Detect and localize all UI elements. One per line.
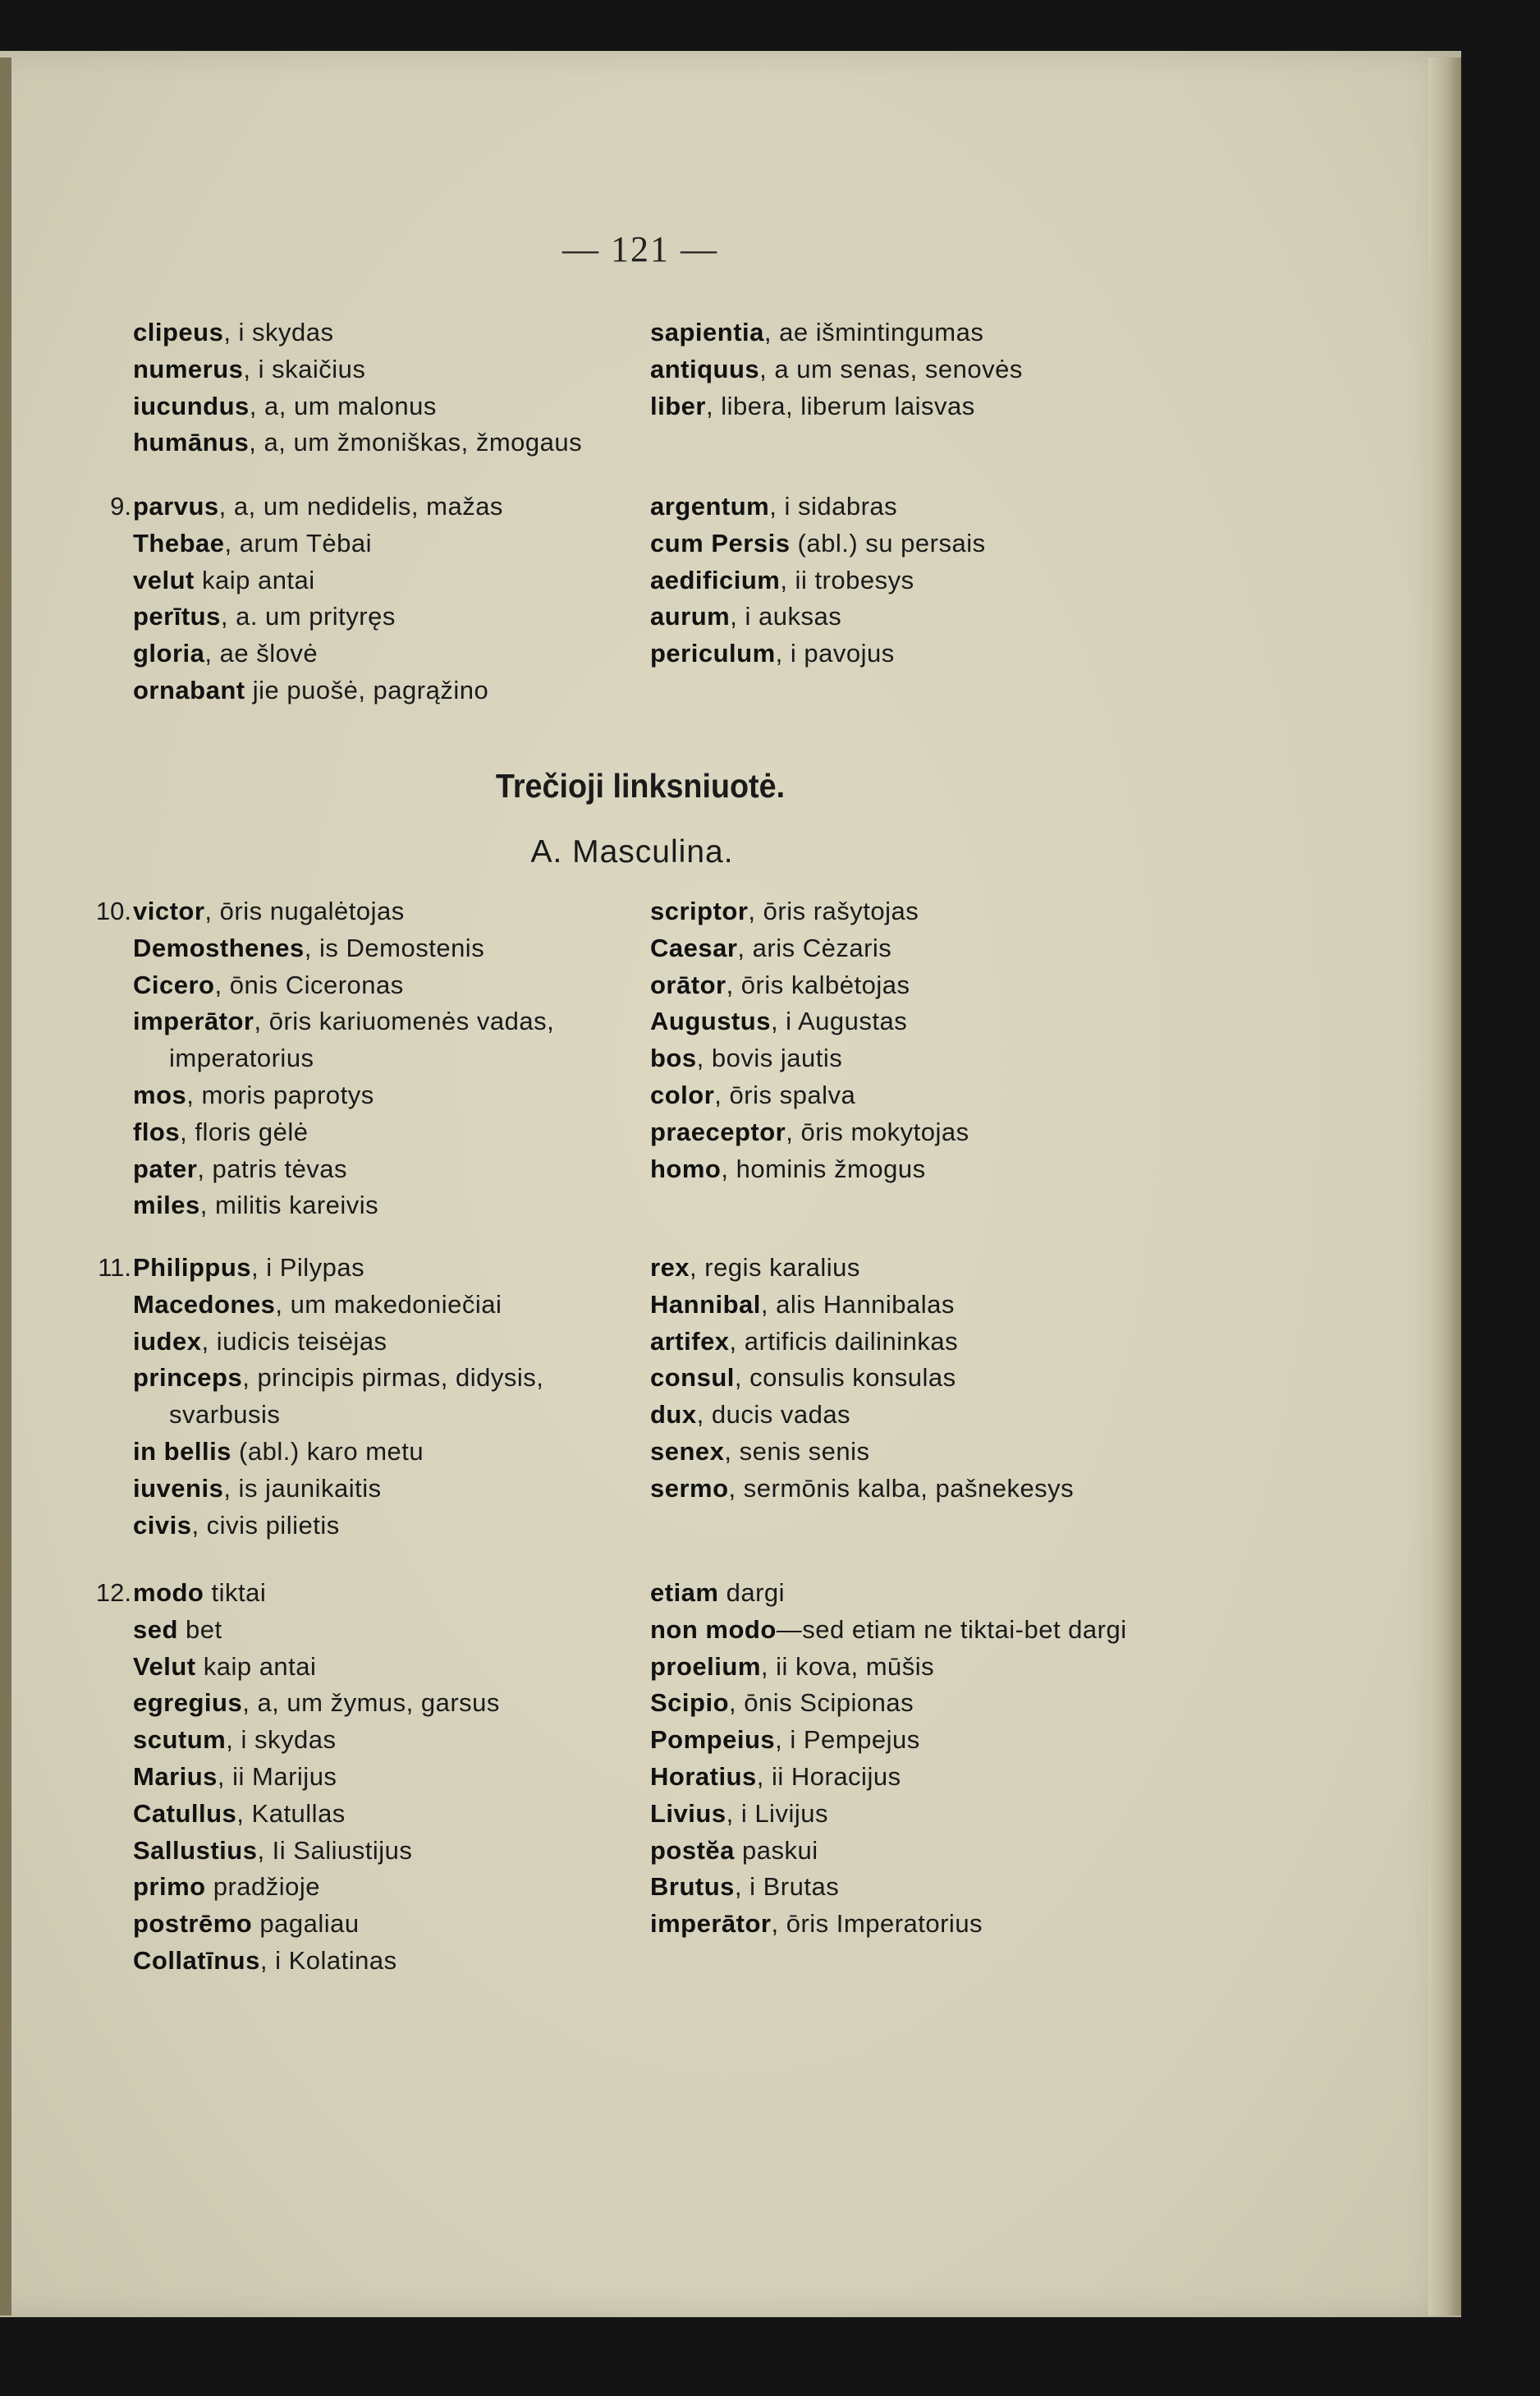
latin-term: numerus bbox=[133, 354, 244, 383]
translation: , hominis žmogus bbox=[721, 1154, 926, 1183]
latin-term: humānus bbox=[133, 428, 250, 457]
page-number: — 121 — bbox=[562, 229, 718, 269]
vocab-entry bbox=[650, 1040, 969, 1077]
vocab-entry bbox=[133, 1685, 500, 1722]
vocab-entry bbox=[133, 489, 503, 526]
vocab-entry bbox=[133, 562, 503, 599]
vocab-entry bbox=[650, 1759, 1127, 1796]
latin-term: Philippus bbox=[133, 1253, 251, 1282]
latin-term: liber bbox=[650, 391, 706, 420]
latin-term: victor bbox=[133, 897, 205, 925]
vocab-entry bbox=[133, 1114, 554, 1151]
translation: , i Livijus bbox=[726, 1798, 828, 1828]
translation: , ae šlovė bbox=[204, 639, 319, 668]
translation: , ōris rašytojas bbox=[748, 897, 919, 925]
latin-term: Brutus bbox=[650, 1872, 735, 1902]
vocab-entry bbox=[133, 1575, 500, 1612]
latin-term: postĕa bbox=[650, 1835, 735, 1865]
latin-term: proelium bbox=[650, 1651, 761, 1681]
translation: , consulis konsulas bbox=[734, 1363, 956, 1393]
translation: , a, um nedidelis, mažas bbox=[218, 492, 503, 521]
translation: , sermōnis kalba, pašnekesys bbox=[728, 1473, 1075, 1503]
vocab-column-left bbox=[133, 489, 503, 709]
translation: , principis pirmas, didysis, bbox=[242, 1363, 544, 1393]
translation: paskui bbox=[734, 1835, 818, 1865]
vocab-entry bbox=[133, 1471, 543, 1508]
vocab-column-right bbox=[650, 1250, 1074, 1508]
latin-term: artifex bbox=[650, 1326, 730, 1356]
translation: pagaliau bbox=[252, 1909, 360, 1939]
translation: , bovis jautis bbox=[696, 1044, 843, 1073]
latin-term: senex bbox=[650, 1436, 725, 1466]
vocab-column-left bbox=[133, 1250, 543, 1544]
latin-term: miles bbox=[133, 1191, 200, 1220]
translation: , civis pilietis bbox=[191, 1510, 340, 1540]
latin-term: argentum bbox=[650, 492, 770, 521]
vocab-entry bbox=[650, 1612, 1127, 1649]
translation: , artificis dailininkas bbox=[729, 1326, 959, 1356]
vocab-column-right bbox=[650, 489, 986, 672]
latin-term: sapientia bbox=[650, 318, 764, 347]
translation: , i Pilypas bbox=[251, 1253, 365, 1282]
vocab-entry bbox=[133, 351, 582, 388]
vocab-entry bbox=[650, 1869, 1127, 1906]
vocab-column-right bbox=[650, 1575, 1127, 1943]
translation: , ae išmintingumas bbox=[763, 318, 984, 347]
vocab-entry bbox=[133, 893, 554, 930]
latin-term: Livius bbox=[650, 1798, 726, 1828]
translation: , ducis vadas bbox=[696, 1400, 851, 1430]
translation: , ōnis Ciceronas bbox=[214, 970, 404, 999]
translation: kaip antai bbox=[194, 565, 315, 594]
latin-term: Thebae bbox=[133, 528, 225, 558]
latin-term: Macedones bbox=[133, 1289, 276, 1319]
latin-term: rex bbox=[650, 1253, 690, 1282]
vocab-entry bbox=[133, 636, 503, 672]
vocab-entry bbox=[650, 1471, 1074, 1508]
latin-term: egregius bbox=[133, 1688, 243, 1718]
latin-term: praeceptor bbox=[650, 1117, 786, 1146]
latin-term: non modo bbox=[650, 1614, 777, 1644]
vocab-entry bbox=[133, 1833, 500, 1870]
translation: , um makedoniečiai bbox=[275, 1289, 502, 1319]
latin-term: iuvenis bbox=[133, 1473, 224, 1503]
latin-term: Collatīnus bbox=[133, 1945, 260, 1975]
translation: , is Demostenis bbox=[304, 933, 485, 962]
vocab-entry bbox=[650, 930, 969, 967]
translation: , a um senas, senovės bbox=[759, 354, 1023, 383]
vocab-entry bbox=[133, 1906, 500, 1943]
latin-term: aedificium bbox=[650, 565, 781, 594]
latin-term: princeps bbox=[133, 1363, 243, 1393]
translation: dargi bbox=[718, 1578, 786, 1607]
latin-term: Scipio bbox=[650, 1688, 730, 1718]
latin-term: dux bbox=[650, 1400, 697, 1430]
latin-term: aurum bbox=[650, 602, 731, 631]
group-number: 12. bbox=[95, 1578, 131, 1607]
latin-term: flos bbox=[133, 1117, 181, 1146]
section-title: Trečioji linksniuotė. bbox=[495, 767, 786, 805]
latin-term: sed bbox=[133, 1614, 178, 1644]
translation: , floris gėlė bbox=[180, 1117, 309, 1146]
latin-term: Catullus bbox=[133, 1798, 237, 1828]
translation: , Katullas bbox=[236, 1798, 346, 1828]
translation: , a, um žymus, garsus bbox=[242, 1688, 500, 1718]
vocab-entry bbox=[650, 489, 986, 526]
vocab-entry bbox=[133, 1287, 543, 1324]
vocab-entry bbox=[133, 1612, 500, 1649]
vocab-entry bbox=[133, 1077, 554, 1114]
latin-term: orātor bbox=[650, 970, 726, 999]
vocab-entry bbox=[133, 1434, 543, 1471]
latin-term: Demosthenes bbox=[133, 933, 305, 962]
translation: , militis kareivis bbox=[199, 1191, 379, 1220]
latin-term: modo bbox=[133, 1578, 204, 1607]
vocab-entry bbox=[650, 893, 969, 930]
latin-term: clipeus bbox=[133, 318, 224, 347]
latin-term: periculum bbox=[650, 639, 776, 668]
vocab-entry bbox=[650, 1324, 1074, 1361]
vocab-column-left bbox=[133, 893, 554, 1224]
translation: , a. um prityręs bbox=[220, 602, 396, 631]
translation: , ōris kalbėtojas bbox=[726, 970, 910, 999]
page-edge bbox=[1428, 57, 1461, 2316]
vocab-entry bbox=[133, 388, 582, 425]
latin-term: postrēmo bbox=[133, 1909, 253, 1939]
vocab-entry bbox=[133, 1943, 500, 1980]
vocab-column-left bbox=[133, 314, 582, 461]
vocab-entry bbox=[650, 636, 986, 672]
translation: , a, um žmoniškas, žmogaus bbox=[249, 428, 583, 457]
translation: , ōris mokytojas bbox=[786, 1117, 969, 1146]
vocab-entry bbox=[650, 599, 986, 636]
subsection-title: A. Masculina. bbox=[530, 834, 734, 870]
translation: , i skaičius bbox=[243, 354, 366, 383]
translation: , a, um malonus bbox=[249, 391, 437, 420]
latin-term: sermo bbox=[650, 1473, 729, 1503]
translation: , i Kolatinas bbox=[259, 1945, 397, 1975]
latin-term: Hannibal bbox=[650, 1289, 761, 1319]
vocab-entry bbox=[133, 526, 503, 562]
vocab-entry bbox=[133, 1397, 543, 1434]
vocab-entry bbox=[650, 314, 1023, 351]
translation: , arum Tėbai bbox=[224, 528, 372, 558]
vocab-entry bbox=[650, 1077, 969, 1114]
translation: , ōris nugalėtojas bbox=[204, 897, 405, 925]
group-number: 10. bbox=[95, 897, 131, 925]
vocab-entry bbox=[133, 1722, 500, 1759]
latin-term: bos bbox=[650, 1044, 697, 1073]
vocab-entry bbox=[650, 388, 1023, 425]
translation: pradžioje bbox=[205, 1872, 321, 1902]
translation: , ōris Imperatorius bbox=[771, 1909, 983, 1939]
vocab-column-left bbox=[133, 1575, 500, 1980]
vocab-entry bbox=[650, 1906, 1127, 1943]
vocab-entry bbox=[650, 351, 1023, 388]
latin-term: velut bbox=[133, 565, 195, 594]
translation: , regis karalius bbox=[690, 1253, 860, 1282]
latin-term: Velut bbox=[133, 1651, 196, 1681]
vocab-entry bbox=[650, 1397, 1074, 1434]
vocab-entry bbox=[133, 1360, 543, 1397]
latin-term: Horatius bbox=[650, 1761, 757, 1791]
latin-term: cum Persis bbox=[650, 528, 791, 558]
vocab-entry bbox=[133, 1649, 500, 1686]
vocab-entry bbox=[133, 1151, 554, 1188]
latin-term: antiquus bbox=[650, 354, 760, 383]
vocab-entry bbox=[133, 1869, 500, 1906]
vocab-entry bbox=[133, 1003, 554, 1040]
vocab-entry bbox=[650, 1151, 969, 1188]
vocab-entry bbox=[650, 967, 969, 1004]
translation: , iudicis teisėjas bbox=[201, 1326, 387, 1356]
translation: kaip antai bbox=[195, 1651, 317, 1681]
book-spine bbox=[0, 57, 11, 2316]
vocab-entry bbox=[650, 526, 986, 562]
latin-term: civis bbox=[133, 1510, 192, 1540]
translation: , i Augustas bbox=[770, 1007, 908, 1036]
vocab-entry bbox=[133, 599, 503, 636]
vocab-entry bbox=[133, 672, 503, 709]
latin-term: iudex bbox=[133, 1326, 202, 1356]
translation: , i Pempejus bbox=[775, 1725, 920, 1755]
vocab-entry bbox=[650, 1833, 1127, 1870]
vocab-entry bbox=[650, 562, 986, 599]
translation: , ōris spalva bbox=[714, 1080, 856, 1109]
vocab-entry bbox=[650, 1434, 1074, 1471]
latin-term: Sallustius bbox=[133, 1835, 258, 1865]
translation: , i skydas bbox=[226, 1725, 337, 1755]
translation: , moris paprotys bbox=[186, 1080, 374, 1109]
vocab-entry bbox=[650, 1250, 1074, 1287]
latin-term: mos bbox=[133, 1080, 187, 1109]
vocab-entry bbox=[133, 1759, 500, 1796]
vocab-entry bbox=[133, 930, 554, 967]
vocab-column-right bbox=[650, 314, 1023, 425]
translation: , ii trobesys bbox=[780, 565, 914, 594]
translation: , ii Horacijus bbox=[756, 1761, 901, 1791]
vocab-entry bbox=[133, 1508, 543, 1545]
translation: , ōris kariuomenės vadas, bbox=[254, 1007, 555, 1036]
translation: imperatorius bbox=[169, 1044, 314, 1073]
vocab-entry bbox=[650, 1649, 1127, 1686]
latin-term: Marius bbox=[133, 1761, 218, 1791]
translation: , alis Hannibalas bbox=[760, 1289, 955, 1319]
vocab-entry bbox=[650, 1287, 1074, 1324]
vocab-entry bbox=[133, 425, 582, 461]
group-number: 9. bbox=[110, 492, 131, 521]
translation: , i sidabras bbox=[769, 492, 898, 521]
latin-term: etiam bbox=[650, 1578, 719, 1607]
vocab-entry bbox=[650, 1685, 1127, 1722]
translation: —sed etiam ne tiktai-bet dargi bbox=[776, 1614, 1127, 1644]
latin-term: pater bbox=[133, 1154, 198, 1183]
translation: , i Brutas bbox=[734, 1872, 840, 1902]
translation: , patris tėvas bbox=[197, 1154, 348, 1183]
vocab-entry bbox=[133, 314, 582, 351]
latin-term: scutum bbox=[133, 1725, 227, 1755]
latin-term: gloria bbox=[133, 639, 205, 668]
vocab-entry bbox=[650, 1722, 1127, 1759]
vocab-entry bbox=[133, 1796, 500, 1833]
translation: svarbusis bbox=[169, 1400, 281, 1430]
translation: (abl.) su persais bbox=[790, 528, 986, 558]
latin-term: Augustus bbox=[650, 1007, 771, 1036]
vocab-entry bbox=[133, 967, 554, 1004]
latin-term: scriptor bbox=[650, 897, 749, 925]
vocab-entry bbox=[650, 1114, 969, 1151]
vocab-entry bbox=[650, 1796, 1127, 1833]
latin-term: consul bbox=[650, 1363, 735, 1393]
translation: , libera, liberum laisvas bbox=[705, 391, 975, 420]
latin-term: Caesar bbox=[650, 933, 738, 962]
vocab-entry bbox=[650, 1575, 1127, 1612]
translation: , aris Cėzaris bbox=[737, 933, 892, 962]
vocab-entry bbox=[650, 1360, 1074, 1397]
latin-term: Cicero bbox=[133, 970, 215, 999]
translation: , Ii Saliustijus bbox=[257, 1835, 413, 1865]
vocab-column-right bbox=[650, 893, 969, 1187]
translation: bet bbox=[177, 1614, 222, 1644]
translation: tiktai bbox=[204, 1578, 267, 1607]
vocab-entry bbox=[650, 1003, 969, 1040]
vocab-entry bbox=[133, 1040, 554, 1077]
latin-term: primo bbox=[133, 1872, 206, 1902]
translation: jie puošė, pagrąžino bbox=[245, 675, 489, 705]
translation: , i auksas bbox=[730, 602, 842, 631]
vocab-entry bbox=[133, 1324, 543, 1361]
latin-term: color bbox=[650, 1080, 715, 1109]
translation: , i pavojus bbox=[775, 639, 895, 668]
latin-term: ornabant bbox=[133, 675, 245, 705]
latin-term: perītus bbox=[133, 602, 221, 631]
translation: , senis senis bbox=[724, 1436, 870, 1466]
latin-term: imperātor bbox=[650, 1909, 772, 1939]
translation: , ii kova, mūšis bbox=[760, 1651, 935, 1681]
vocab-entry bbox=[133, 1250, 543, 1287]
translation: , i skydas bbox=[223, 318, 334, 347]
latin-term: Pompeius bbox=[650, 1725, 776, 1755]
translation: (abl.) karo metu bbox=[231, 1436, 424, 1466]
latin-term: iucundus bbox=[133, 391, 250, 420]
latin-term: parvus bbox=[133, 492, 219, 521]
vocab-entry bbox=[133, 1187, 554, 1224]
latin-term: in bellis bbox=[133, 1436, 231, 1466]
translation: , ōnis Scipionas bbox=[729, 1688, 914, 1718]
translation: , is jaunikaitis bbox=[223, 1473, 382, 1503]
translation: , ii Marijus bbox=[217, 1761, 337, 1791]
latin-term: homo bbox=[650, 1154, 722, 1183]
group-number: 11. bbox=[98, 1253, 131, 1282]
latin-term: imperātor bbox=[133, 1007, 254, 1036]
